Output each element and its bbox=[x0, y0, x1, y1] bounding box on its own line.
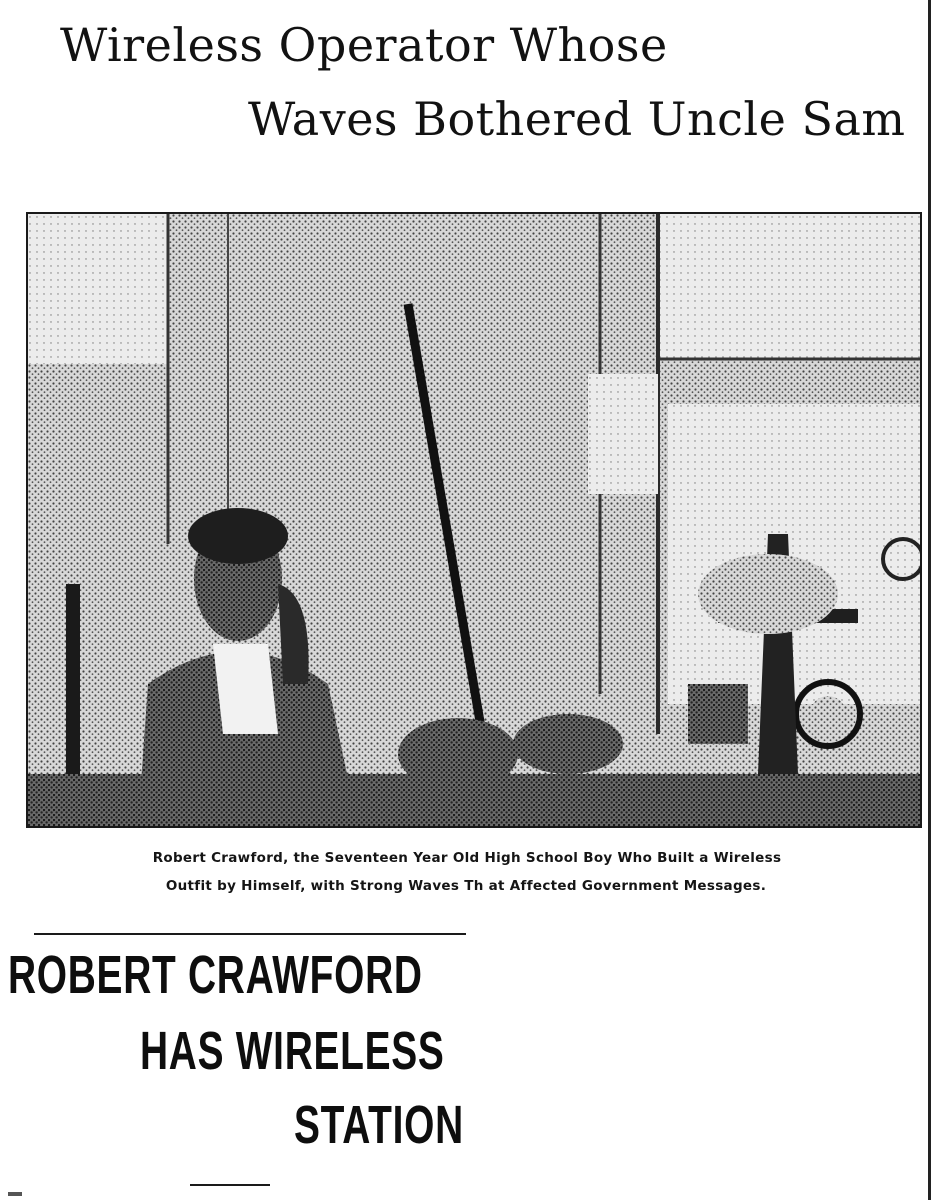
subheadline-line-1: ROBERT CRAWFORD bbox=[8, 945, 423, 1005]
subheadline-line-2: HAS WIRELESS bbox=[140, 1021, 445, 1081]
short-divider bbox=[190, 1184, 270, 1186]
headline-line-2: Waves Bothered Uncle Sam bbox=[248, 92, 906, 146]
photo-caption-line-2: Outfit by Himself, with Strong Waves Th at Affected Government Messages. bbox=[165, 878, 767, 894]
page-edge-rule bbox=[928, 0, 931, 1200]
photo-illustration bbox=[28, 214, 920, 826]
headline-line-1: Wireless Operator Whose bbox=[60, 18, 668, 72]
subheadline-line-3: STATION bbox=[294, 1095, 464, 1155]
photo-caption-line-1: Robert Crawford, the Seventeen Year Old High School Boy Who Built a Wireless bbox=[152, 850, 782, 866]
cut-off-text-fragment bbox=[8, 1192, 22, 1196]
news-photo bbox=[26, 212, 922, 828]
section-divider bbox=[34, 933, 466, 935]
